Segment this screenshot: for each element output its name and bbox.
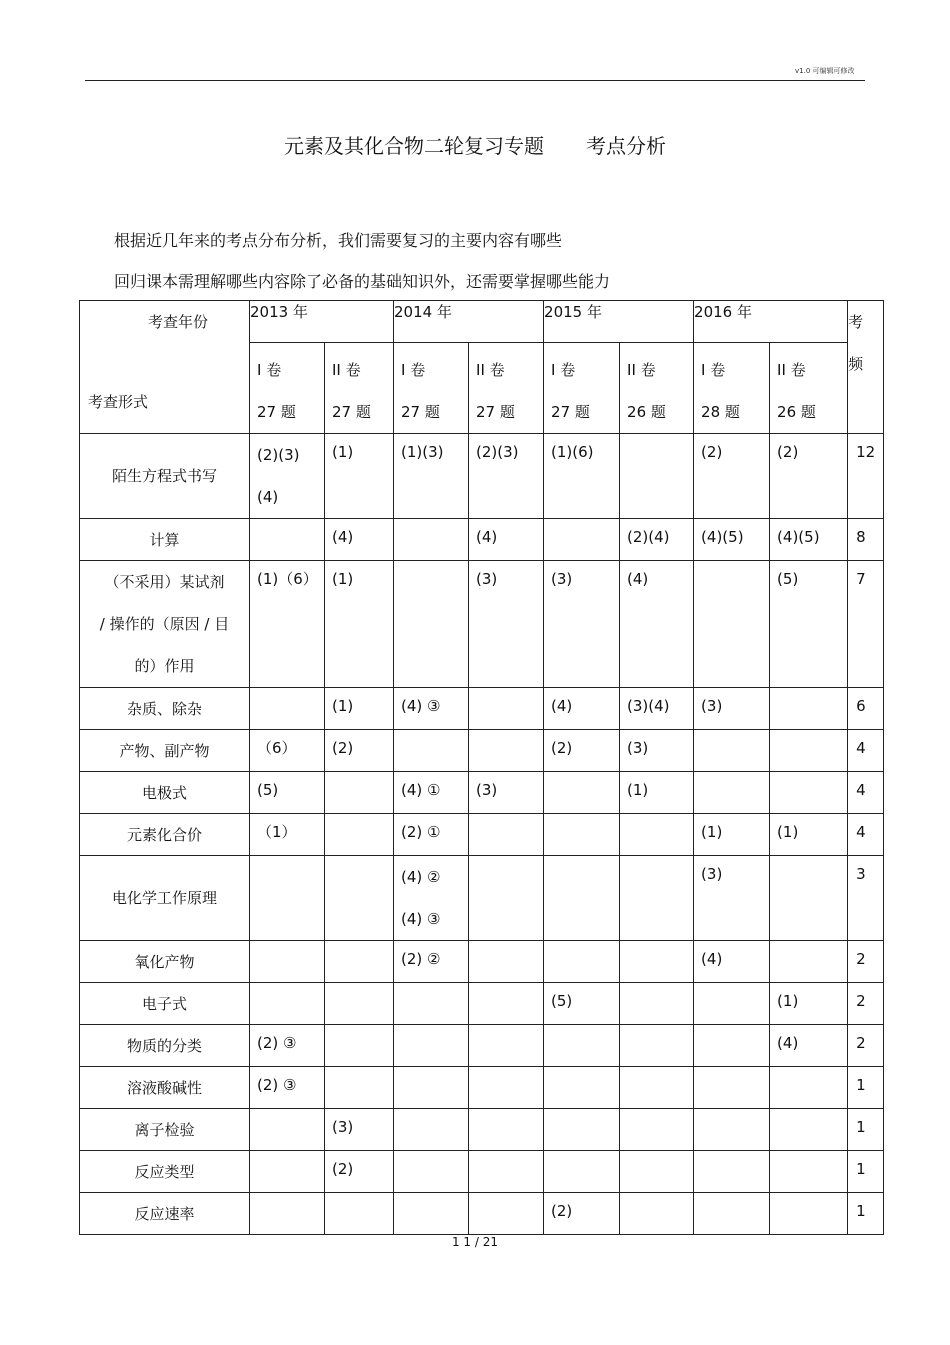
question-cell — [544, 730, 620, 772]
question-cell — [325, 772, 394, 814]
question-cell — [694, 1151, 770, 1193]
topic-label: 计算 — [149, 530, 180, 549]
frequency-value: 1 — [856, 1118, 866, 1136]
question-ref: (2)(3) — [257, 446, 300, 464]
question-ref: (4) — [777, 1034, 799, 1052]
question-ref: (5) — [257, 781, 279, 799]
question-cell — [325, 983, 394, 1025]
question-ref: (3) — [701, 865, 723, 883]
question-ref: (1) — [627, 781, 649, 799]
intro-paragraph-1: 根据近几年来的考点分布分析，我们需要复习的主要内容有哪些 — [114, 231, 563, 250]
topic-cell — [80, 1067, 250, 1109]
topic-cell — [80, 434, 250, 519]
header-corner-cell — [80, 301, 250, 434]
question-cell — [544, 434, 620, 519]
paper-header-line: II 卷 — [476, 361, 505, 379]
frequency-value: 1 — [856, 1076, 866, 1094]
question-cell — [620, 688, 694, 730]
page-number: 1 1 / 21 — [451, 1235, 499, 1249]
question-cell — [544, 772, 620, 814]
question-cell — [325, 1151, 394, 1193]
question-cell — [250, 1151, 325, 1193]
question-cell — [250, 688, 325, 730]
corner-year-label: 考查年份 — [148, 313, 209, 331]
paper-header-cell — [469, 343, 544, 434]
question-cell — [770, 856, 848, 941]
question-cell — [620, 856, 694, 941]
question-cell — [620, 1025, 694, 1067]
question-ref: (4) — [332, 528, 354, 546]
question-cell — [694, 814, 770, 856]
frequency-value: 8 — [856, 528, 866, 546]
version-note: v1.0 可编辑可修改 — [795, 67, 855, 75]
topic-cell — [80, 983, 250, 1025]
paper-header-line: 26 题 — [627, 403, 666, 421]
frequency-header-line: 频 — [848, 355, 864, 373]
topic-label: 产物、副产物 — [119, 741, 210, 760]
question-cell — [770, 941, 848, 983]
question-cell — [544, 519, 620, 561]
question-ref: (4)(5) — [777, 528, 820, 546]
question-cell — [325, 434, 394, 519]
question-ref: (5) — [777, 570, 799, 588]
frequency-cell — [848, 856, 884, 941]
topic-label: 元素化合价 — [126, 825, 202, 844]
table-row — [80, 814, 884, 856]
question-ref: (2) — [332, 1160, 354, 1178]
question-ref: (1) — [777, 992, 799, 1010]
paper-header-line: 27 题 — [332, 403, 371, 421]
question-cell — [544, 983, 620, 1025]
question-cell — [544, 561, 620, 688]
question-cell — [620, 519, 694, 561]
question-cell — [620, 983, 694, 1025]
topic-label: 物质的分类 — [126, 1036, 202, 1055]
question-ref: (4)(5) — [701, 528, 744, 546]
topic-cell — [80, 730, 250, 772]
question-cell — [544, 1151, 620, 1193]
title-sub: 考点分析 — [586, 134, 666, 158]
question-cell — [394, 1067, 469, 1109]
question-ref: (2) — [551, 1202, 573, 1220]
intro-paragraph-2: 回归课本需理解哪些内容除了必备的基础知识外，还需要掌握哪些能力 — [114, 272, 611, 291]
question-ref: (1)(6) — [551, 443, 594, 461]
question-cell — [544, 814, 620, 856]
paper-header-line: II 卷 — [332, 361, 361, 379]
frequency-cell — [848, 730, 884, 772]
table-row — [80, 1151, 884, 1193]
question-cell — [250, 983, 325, 1025]
table-row — [80, 1109, 884, 1151]
question-ref: (5) — [551, 992, 573, 1010]
question-ref: (1)(3) — [401, 443, 444, 461]
topic-label: 离子检验 — [134, 1120, 195, 1139]
question-ref: (2) ② — [401, 950, 441, 968]
frequency-value: 7 — [856, 570, 866, 588]
topic-cell — [80, 814, 250, 856]
question-cell — [620, 1193, 694, 1235]
table-row — [80, 1193, 884, 1235]
question-cell — [770, 814, 848, 856]
question-cell — [770, 730, 848, 772]
topic-cell — [80, 1025, 250, 1067]
paper-header-line: I 卷 — [401, 361, 426, 379]
question-cell — [469, 941, 544, 983]
question-cell — [469, 856, 544, 941]
question-cell — [620, 814, 694, 856]
topic-label: 的）作用 — [134, 657, 195, 675]
question-cell — [469, 434, 544, 519]
question-cell — [694, 519, 770, 561]
question-ref: （6） — [257, 739, 297, 757]
frequency-cell — [848, 1067, 884, 1109]
question-ref: (1) — [701, 823, 723, 841]
question-cell — [694, 434, 770, 519]
frequency-cell — [848, 1193, 884, 1235]
question-cell — [770, 519, 848, 561]
question-cell — [250, 856, 325, 941]
frequency-value: 4 — [856, 739, 866, 757]
question-cell — [250, 1025, 325, 1067]
question-cell — [250, 1109, 325, 1151]
table-row — [80, 561, 884, 688]
question-cell — [394, 856, 469, 941]
question-cell — [325, 730, 394, 772]
question-cell — [694, 688, 770, 730]
question-ref: (2) — [332, 739, 354, 757]
question-cell — [544, 1109, 620, 1151]
question-cell — [694, 730, 770, 772]
question-ref: (4) — [701, 950, 723, 968]
question-cell — [620, 434, 694, 519]
frequency-cell — [848, 688, 884, 730]
question-cell — [770, 1109, 848, 1151]
question-cell — [620, 1067, 694, 1109]
question-cell — [770, 1151, 848, 1193]
frequency-value: 2 — [856, 1034, 866, 1052]
year-header-2016: 2016 年 — [694, 301, 848, 343]
frequency-cell — [848, 1109, 884, 1151]
paper-header-cell — [770, 343, 848, 434]
question-cell — [694, 772, 770, 814]
frequency-value: 3 — [856, 865, 866, 883]
question-cell — [394, 519, 469, 561]
question-cell — [394, 814, 469, 856]
frequency-value: 2 — [856, 992, 866, 1010]
topic-cell — [80, 1109, 250, 1151]
question-cell — [250, 519, 325, 561]
paper-header-cell — [325, 343, 394, 434]
question-ref: (4) ③ — [401, 910, 441, 928]
question-cell — [770, 772, 848, 814]
question-cell — [325, 1067, 394, 1109]
question-cell — [469, 983, 544, 1025]
question-ref: (1) — [777, 823, 799, 841]
topic-label: 反应类型 — [134, 1162, 195, 1181]
question-ref: (2)(3) — [476, 443, 519, 461]
question-cell — [325, 814, 394, 856]
frequency-value: 1 — [856, 1202, 866, 1220]
question-ref: （1） — [257, 823, 297, 841]
topic-cell — [80, 561, 250, 688]
question-cell — [394, 1193, 469, 1235]
question-cell — [250, 772, 325, 814]
question-cell — [394, 941, 469, 983]
question-ref: (3) — [701, 697, 723, 715]
question-ref: (2) ③ — [257, 1034, 297, 1052]
frequency-cell — [848, 941, 884, 983]
question-cell — [469, 730, 544, 772]
question-cell — [325, 688, 394, 730]
paper-header-line: 28 题 — [701, 403, 740, 421]
question-cell — [544, 688, 620, 730]
question-cell — [694, 1067, 770, 1109]
question-cell — [250, 814, 325, 856]
paper-header-line: 26 题 — [777, 403, 816, 421]
topic-label: / 操作的（原因 / 目 — [99, 615, 230, 633]
question-cell — [544, 1193, 620, 1235]
question-ref: (1) — [332, 570, 354, 588]
table-row — [80, 941, 884, 983]
frequency-value: 2 — [856, 950, 866, 968]
question-ref: (2) — [777, 443, 799, 461]
question-cell — [620, 1151, 694, 1193]
frequency-cell — [848, 434, 884, 519]
question-cell — [620, 561, 694, 688]
question-cell — [770, 688, 848, 730]
frequency-cell — [848, 772, 884, 814]
question-cell — [394, 730, 469, 772]
frequency-cell — [848, 1025, 884, 1067]
question-cell — [544, 856, 620, 941]
table-row — [80, 519, 884, 561]
question-cell — [694, 1025, 770, 1067]
topic-label: 电极式 — [141, 783, 187, 802]
topic-label: 溶液酸碱性 — [126, 1078, 202, 1097]
question-ref: (4) — [551, 697, 573, 715]
paper-header-line: I 卷 — [257, 361, 282, 379]
question-cell — [394, 772, 469, 814]
question-ref: (2) ③ — [257, 1076, 297, 1094]
question-cell — [770, 983, 848, 1025]
question-cell — [250, 941, 325, 983]
table-row — [80, 1025, 884, 1067]
topic-label: 反应速率 — [134, 1204, 195, 1223]
question-cell — [250, 1193, 325, 1235]
question-cell — [394, 983, 469, 1025]
question-ref: (3) — [627, 739, 649, 757]
question-cell — [694, 561, 770, 688]
question-cell — [325, 561, 394, 688]
question-cell — [469, 519, 544, 561]
question-cell — [770, 1025, 848, 1067]
topic-label: （不采用）某试剂 — [104, 573, 225, 591]
question-cell — [544, 1067, 620, 1109]
frequency-value: 4 — [856, 781, 866, 799]
table-row — [80, 730, 884, 772]
question-cell — [325, 1193, 394, 1235]
question-ref: (3) — [476, 781, 498, 799]
title-main: 元素及其化合物二轮复习专题 — [284, 134, 544, 158]
paper-header-line: 27 题 — [401, 403, 440, 421]
question-ref: (3) — [332, 1118, 354, 1136]
frequency-value: 1 — [856, 1160, 866, 1178]
question-ref: (2) ① — [401, 823, 441, 841]
frequency-cell — [848, 983, 884, 1025]
question-cell — [250, 434, 325, 519]
paper-header-line: 27 题 — [257, 403, 296, 421]
question-cell — [394, 688, 469, 730]
table-row — [80, 772, 884, 814]
question-cell — [770, 561, 848, 688]
question-cell — [694, 941, 770, 983]
frequency-value: 4 — [856, 823, 866, 841]
year-header-2013: 2013 年 — [250, 301, 394, 343]
question-ref: (4) — [476, 528, 498, 546]
question-cell — [250, 561, 325, 688]
year-header-2015: 2015 年 — [544, 301, 694, 343]
question-cell — [620, 730, 694, 772]
paper-header-cell — [394, 343, 469, 434]
question-cell — [469, 561, 544, 688]
frequency-value: 12 — [856, 443, 876, 461]
topic-label: 杂质、除杂 — [126, 699, 202, 718]
paper-header-cell — [694, 343, 770, 434]
question-cell — [469, 814, 544, 856]
exam-point-table — [79, 300, 884, 1235]
paper-header-line: 27 题 — [476, 403, 515, 421]
question-cell — [694, 856, 770, 941]
question-ref: (4) ③ — [401, 697, 441, 715]
paper-header-cell — [250, 343, 325, 434]
question-ref: (1)（6） — [257, 570, 318, 588]
question-cell — [394, 1025, 469, 1067]
paper-header-line: II 卷 — [627, 361, 656, 379]
question-ref: (2) — [551, 739, 573, 757]
paper-header-line: I 卷 — [701, 361, 726, 379]
table-row — [80, 1067, 884, 1109]
question-cell — [620, 1109, 694, 1151]
year-header-2014: 2014 年 — [394, 301, 544, 343]
question-ref: (4) — [257, 488, 279, 506]
question-cell — [394, 1109, 469, 1151]
question-cell — [694, 983, 770, 1025]
topic-label: 电化学工作原理 — [111, 889, 217, 907]
question-cell — [544, 941, 620, 983]
table-body — [80, 434, 884, 1235]
paper-header-line: 27 题 — [551, 403, 590, 421]
question-cell — [250, 1067, 325, 1109]
question-cell — [394, 1151, 469, 1193]
question-ref: (2) — [701, 443, 723, 461]
question-cell — [325, 519, 394, 561]
frequency-cell — [848, 814, 884, 856]
question-cell — [544, 1025, 620, 1067]
frequency-cell — [848, 1151, 884, 1193]
question-ref: (3)(4) — [627, 697, 670, 715]
paper-header-cell — [544, 343, 620, 434]
question-cell — [469, 1109, 544, 1151]
paper-header-line: I 卷 — [551, 361, 576, 379]
table-row — [80, 688, 884, 730]
frequency-cell — [848, 561, 884, 688]
table-row — [80, 434, 884, 519]
topic-label: 电子式 — [141, 994, 187, 1013]
corner-form-label: 考查形式 — [88, 393, 149, 411]
question-ref: (4) — [627, 570, 649, 588]
paper-header-line: II 卷 — [777, 361, 806, 379]
paper-header-cell — [620, 343, 694, 434]
question-ref: (1) — [332, 443, 354, 461]
topic-label: 氧化产物 — [134, 952, 195, 971]
question-cell — [770, 1067, 848, 1109]
topic-label: 陌生方程式书写 — [111, 467, 217, 485]
frequency-header — [848, 301, 884, 434]
question-cell — [325, 1109, 394, 1151]
question-cell — [394, 561, 469, 688]
question-cell — [325, 1025, 394, 1067]
question-cell — [325, 941, 394, 983]
question-cell — [469, 688, 544, 730]
question-cell — [394, 434, 469, 519]
question-cell — [770, 1193, 848, 1235]
table-row — [80, 983, 884, 1025]
table-row — [80, 856, 884, 941]
header-rule — [85, 80, 865, 81]
page-title — [0, 130, 950, 159]
question-cell — [469, 1067, 544, 1109]
topic-cell — [80, 772, 250, 814]
question-cell — [620, 772, 694, 814]
question-ref: (1) — [332, 697, 354, 715]
topic-cell — [80, 941, 250, 983]
topic-cell — [80, 519, 250, 561]
question-ref: (3) — [551, 570, 573, 588]
question-cell — [250, 730, 325, 772]
question-ref: (3) — [476, 570, 498, 588]
question-cell — [325, 856, 394, 941]
question-cell — [770, 434, 848, 519]
question-cell — [469, 1151, 544, 1193]
question-cell — [469, 1025, 544, 1067]
frequency-cell — [848, 519, 884, 561]
question-cell — [469, 772, 544, 814]
question-cell — [694, 1193, 770, 1235]
question-cell — [469, 1193, 544, 1235]
question-cell — [620, 941, 694, 983]
question-ref: (4) ① — [401, 781, 441, 799]
topic-cell — [80, 688, 250, 730]
question-ref: (2)(4) — [627, 528, 670, 546]
frequency-value: 6 — [856, 697, 866, 715]
topic-cell — [80, 1193, 250, 1235]
topic-cell — [80, 856, 250, 941]
frequency-header-line: 考 — [848, 313, 864, 331]
topic-cell — [80, 1151, 250, 1193]
question-ref: (4) ② — [401, 868, 441, 886]
question-cell — [694, 1109, 770, 1151]
